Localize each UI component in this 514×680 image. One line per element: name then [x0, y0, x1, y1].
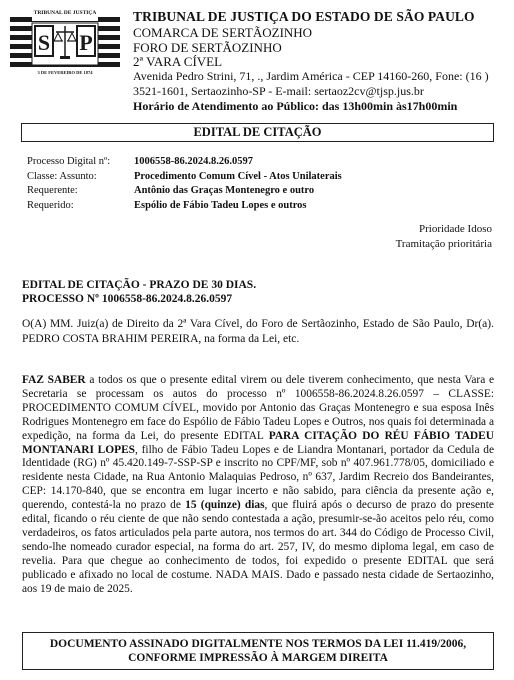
logo-title: TRIBUNAL DE JUSTIÇA [33, 10, 97, 16]
vara: 2ª VARA CÍVEL [133, 54, 223, 69]
office-hours: Horário de Atendimento ao Público: das 13h00min às17h00min [133, 99, 458, 113]
document-title: EDITAL DE CITAÇÃO [21, 123, 494, 142]
digital-signature-notice [22, 632, 494, 670]
plaintiff-value: Antônio das Graças Montenegro e outro [134, 185, 315, 196]
priority-line-2: Tramitação prioritária [395, 238, 492, 250]
intro-paragraph: O(A) MM. Juiz(a) de Direito da 2ª Vara Cível, do Foro de Sertãozinho, Estado de São Paulo, Dr(a). PEDRO COSTA BRAHIM PEREIRA, na forma da Lei, etc. [22, 318, 494, 345]
citation-target: PARA CITAÇÃO DO RÉU FÁBIO TADEU MONTANARI LOPES [22, 429, 494, 456]
address-line-1: Avenida Pedro Strini, 71, ., Jardim América - CEP 14160-260, Fone: (16 ) [133, 69, 489, 83]
case-info-row [27, 170, 342, 185]
svg-text:P: P [79, 30, 93, 55]
priority-line-1: Prioridade Idoso [418, 223, 492, 235]
case-number-label: Processo Digital nº: [27, 156, 111, 167]
case-class-value: Procedimento Comum Cível - Atos Unilaterais [134, 170, 342, 182]
subheading-line-1: EDITAL DE CITAÇÃO - PRAZO DE 30 DIAS. [22, 279, 257, 291]
paragraph-text: a todos os que o presente edital virem ou dele tiverem conhecimento, que nesta Vara e Secretaria se processam os autos do processo nº 1006558-86.2024.8.26.0597 – CLASSE: PROCEDIMENTO COMUM CÍVEL, movido por Antonio das Graças Montenegro e sua esposa Inês Rodrigues Montenegro em face do Espólio de Fábio Tadeu Lopes e Outros, nos quais foi determinada a expedição, na forma da Lei, do presente EDITAL [22, 374, 494, 442]
edital-subheading [22, 278, 256, 306]
logo-date: 3 DE FEVEREIRO DE 1874 [37, 70, 93, 75]
footer-line-1: DOCUMENTO ASSINADO DIGITALMENTE NOS TERMOS DA LEI 11.419/2006, [49, 638, 467, 650]
case-info [27, 155, 342, 213]
priority-note [396, 222, 492, 252]
case-number-value: 1006558-86.2024.8.26.0597 [134, 156, 253, 167]
case-class-label: Classe: Assunto: [27, 170, 97, 182]
court-logo [10, 9, 120, 79]
paragraph-text: , filho de Fábio Tadeu Lopes e de Liandra Montanari, portador da Cedula de Identidade (RG) nº 45.420.149-7-SSP-SP e inscrito no CPF/MF, sob nº 407.961.778/05, domiciliado e residente nesta Cidade, na Rua Antonio Malaquias Pedroso, nº 637, Jardim Recreio dos Bandeirantes, CEP: 14.170-840, que se encontra em lugar incerto e não sabido, para ciência da presente ação e, querendo, contestá-la no prazo de [22, 443, 495, 512]
main-paragraph [22, 374, 494, 597]
plaintiff-label: Requerente: [27, 185, 78, 196]
case-info-row [27, 199, 342, 214]
defendant-label: Requerido: [27, 199, 74, 211]
svg-text:S: S [37, 30, 51, 55]
case-info-row [27, 184, 342, 199]
defendant-value: Espólio de Fábio Tadeu Lopes e outros [134, 199, 307, 211]
case-info-row [27, 155, 342, 170]
court-name: TRIBUNAL DE JUSTIÇA DO ESTADO DE SÃO PAULO [133, 9, 475, 24]
comarca: COMARCA DE SERTÃOZINHO [133, 25, 313, 40]
tjsp-seal-icon [10, 9, 120, 79]
court-address [133, 69, 507, 114]
footer-line-2: CONFORME IMPRESSÃO À MARGEM DIREITA [128, 652, 388, 664]
address-line-2: 3521-1601, Sertaozinho-SP - E-mail: sertaoz2cv@tjsp.jus.br [133, 84, 424, 98]
deadline: 15 (quinze) dias [185, 499, 265, 512]
foro: FORO DE SERTÃOZINHO [133, 40, 282, 55]
faz-saber: FAZ SABER [22, 374, 86, 386]
subheading-line-2: PROCESSO Nº 1006558-86.2024.8.26.0597 [22, 293, 233, 305]
paragraph-text: , que fluirá após o decurso de prazo do presente edital, ficando o réu ciente de que não sendo contestada a ação, presumir-se-ão aceitos pelo réu, como verdadeiros, os fatos articulados pela parte autora, nos termos do art. 344 do Código de Processo Civil, sendo-lhe nomeado curador especial, na forma do art. 257, IV, do mesmo diploma legal, em caso de revelia. Para que chegue ao conhecimento de todos, foi expedido o presente EDITAL que será publicado e afixado no local de costume. NADA MAIS. Dado e passado nesta cidade de Sertaozinho, aos 19 de maio de 2025. [22, 499, 494, 595]
